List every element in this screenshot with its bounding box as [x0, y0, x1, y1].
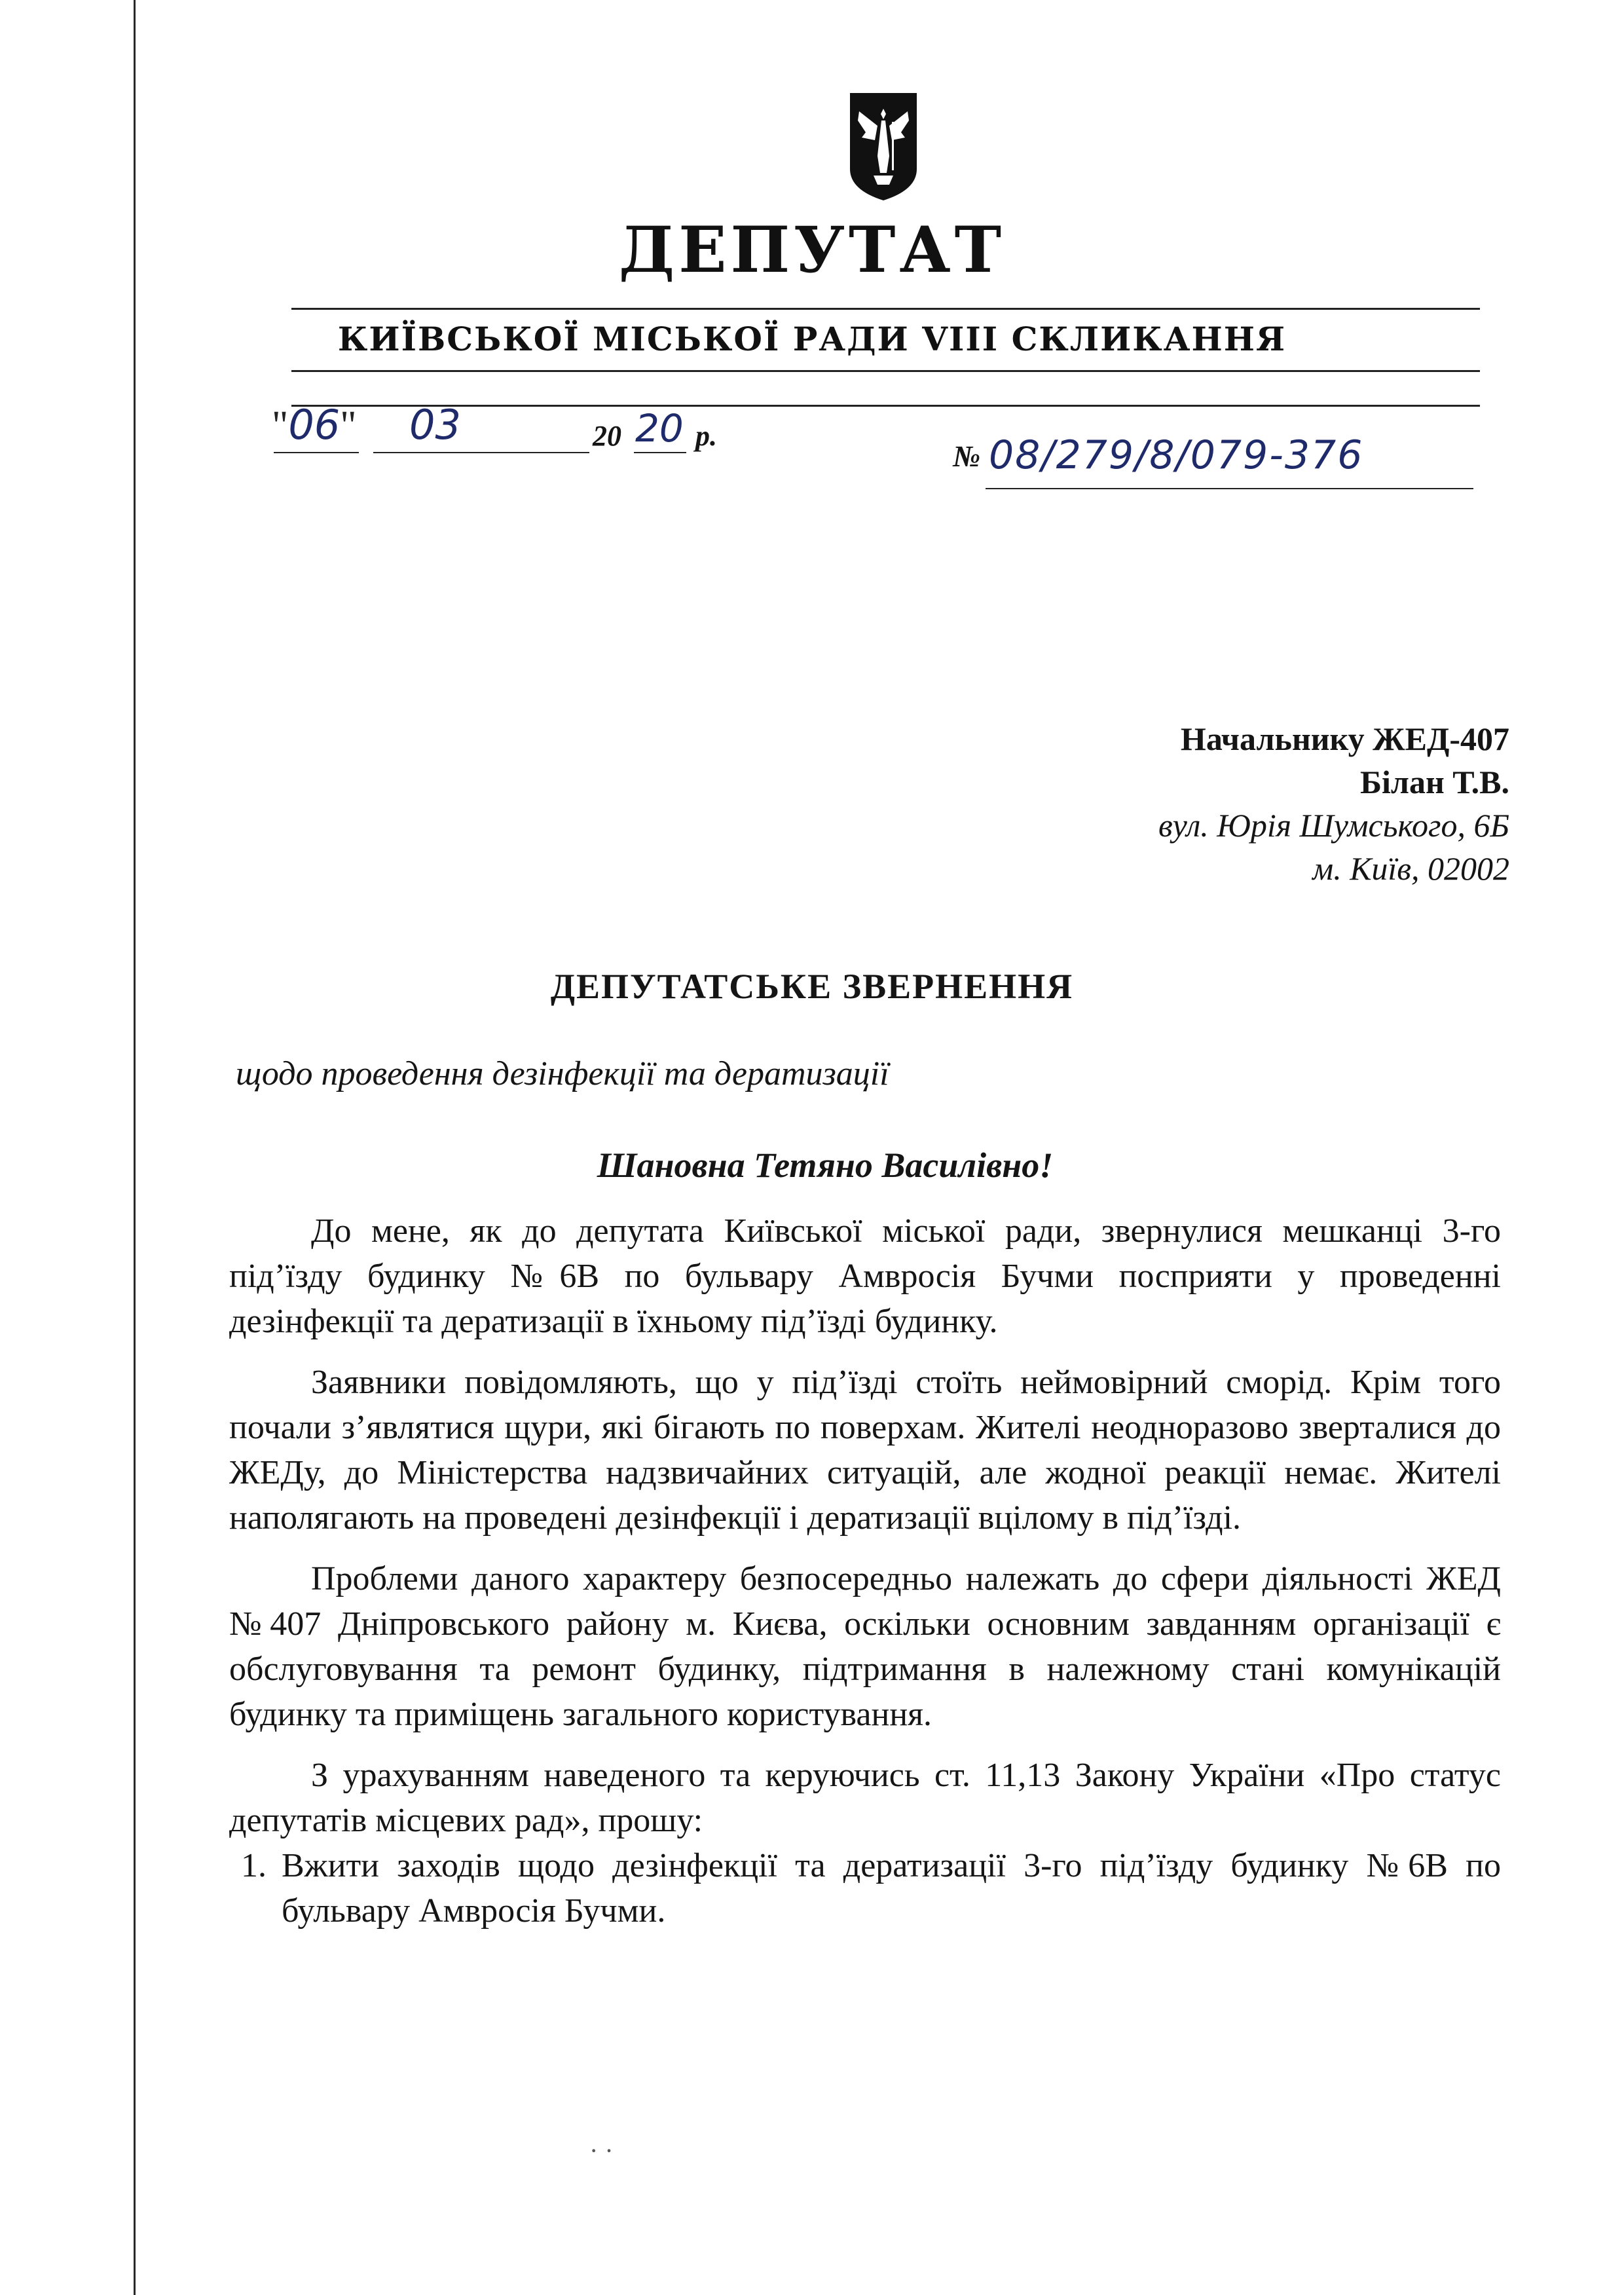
request-list [229, 1843, 1501, 1933]
document-subject: щодо проведення дезінфекції та дератизації [236, 1055, 889, 1092]
reg-number-underline [986, 488, 1473, 489]
body-paragraph: До мене, як до депутата Київської міської ради, звернулися мешканці 3-го під’їзду будинку №6В по бульвару Амвросія Бучми посприяти у проведенні дезінфекції та дератизації в їхньому під’їзді будинку. [229, 1212, 1501, 1340]
header-subtitle: КИЇВСЬКОЇ МІСЬКОЇ РАДИ VIII СКЛИКАННЯ [337, 320, 1287, 358]
date-year-suffix: р. [695, 420, 717, 452]
header-title: ДЕПУТАТ [618, 213, 1006, 287]
document-title: ДЕПУТАТСЬКЕ ЗВЕРНЕННЯ [550, 967, 1074, 1006]
date-day-value: 06 [288, 401, 341, 449]
recipient-street: вул. Юрія Шумського, 6Б [1158, 807, 1509, 844]
scan-artifact-dots: · · [589, 2136, 614, 2165]
date-month: 03 [409, 401, 461, 449]
kyiv-archangel-coat-of-arms-icon [849, 92, 918, 202]
recipient-block [1158, 717, 1509, 890]
reg-number-label: № [953, 439, 981, 473]
header-rule-middle [291, 370, 1480, 372]
date-year-handwritten: 20 [635, 406, 684, 451]
body-paragraph: Заявники повідомляють, що у під’їзді стоїть неймовірний сморід. Крім того почали з’являтися щури, які бігають по поверхам. Жителі неодноразово зверталися до ЖЕДу, до Міністерства надзвичайних ситуацій, але жодної реакції немає. Жителі наполягають на проведені дезінфекції і дератизації вцілому в під’їзді. [229, 1364, 1501, 1537]
reg-number-value: 08/279/8/079-376 [989, 432, 1364, 478]
body-paragraph: З урахуванням наведеного та керуючись ст. 11,13 Закону України «Про статус депутатів місцевих рад», прошу: [229, 1757, 1501, 1839]
date-month-underline [373, 452, 589, 453]
request-list-item: 1. Вжити заходів щодо дезінфекції та дератизації 3-го під’їзду будинку №6В по бульвару Амвросія Бучми. [275, 1843, 1501, 1933]
header-rule-bottom [291, 405, 1480, 407]
recipient-position: Начальнику ЖЕД-407 [1180, 720, 1509, 757]
date-day: "06" [272, 401, 357, 449]
header-rule-top [291, 308, 1480, 310]
document-body [229, 1208, 1501, 1933]
recipient-city: м. Київ, 02002 [1312, 850, 1509, 887]
date-year-prefix: 20 [593, 420, 621, 452]
salutation: Шановна Тетяно Василівно! [597, 1146, 1054, 1185]
date-day-underline [274, 452, 359, 453]
body-paragraph: Проблеми даного характеру безпосередньо належать до сфери діяльності ЖЕД №407 Дніпровського району м. Києва, оскільки основним завданням організації є обслуговування та ремонт будинку, підтримання в належному стані комунікацій будинку та приміщень загального користування. [229, 1560, 1501, 1733]
date-year-underline [634, 452, 686, 453]
recipient-name: Білан Т.В. [1359, 764, 1509, 800]
